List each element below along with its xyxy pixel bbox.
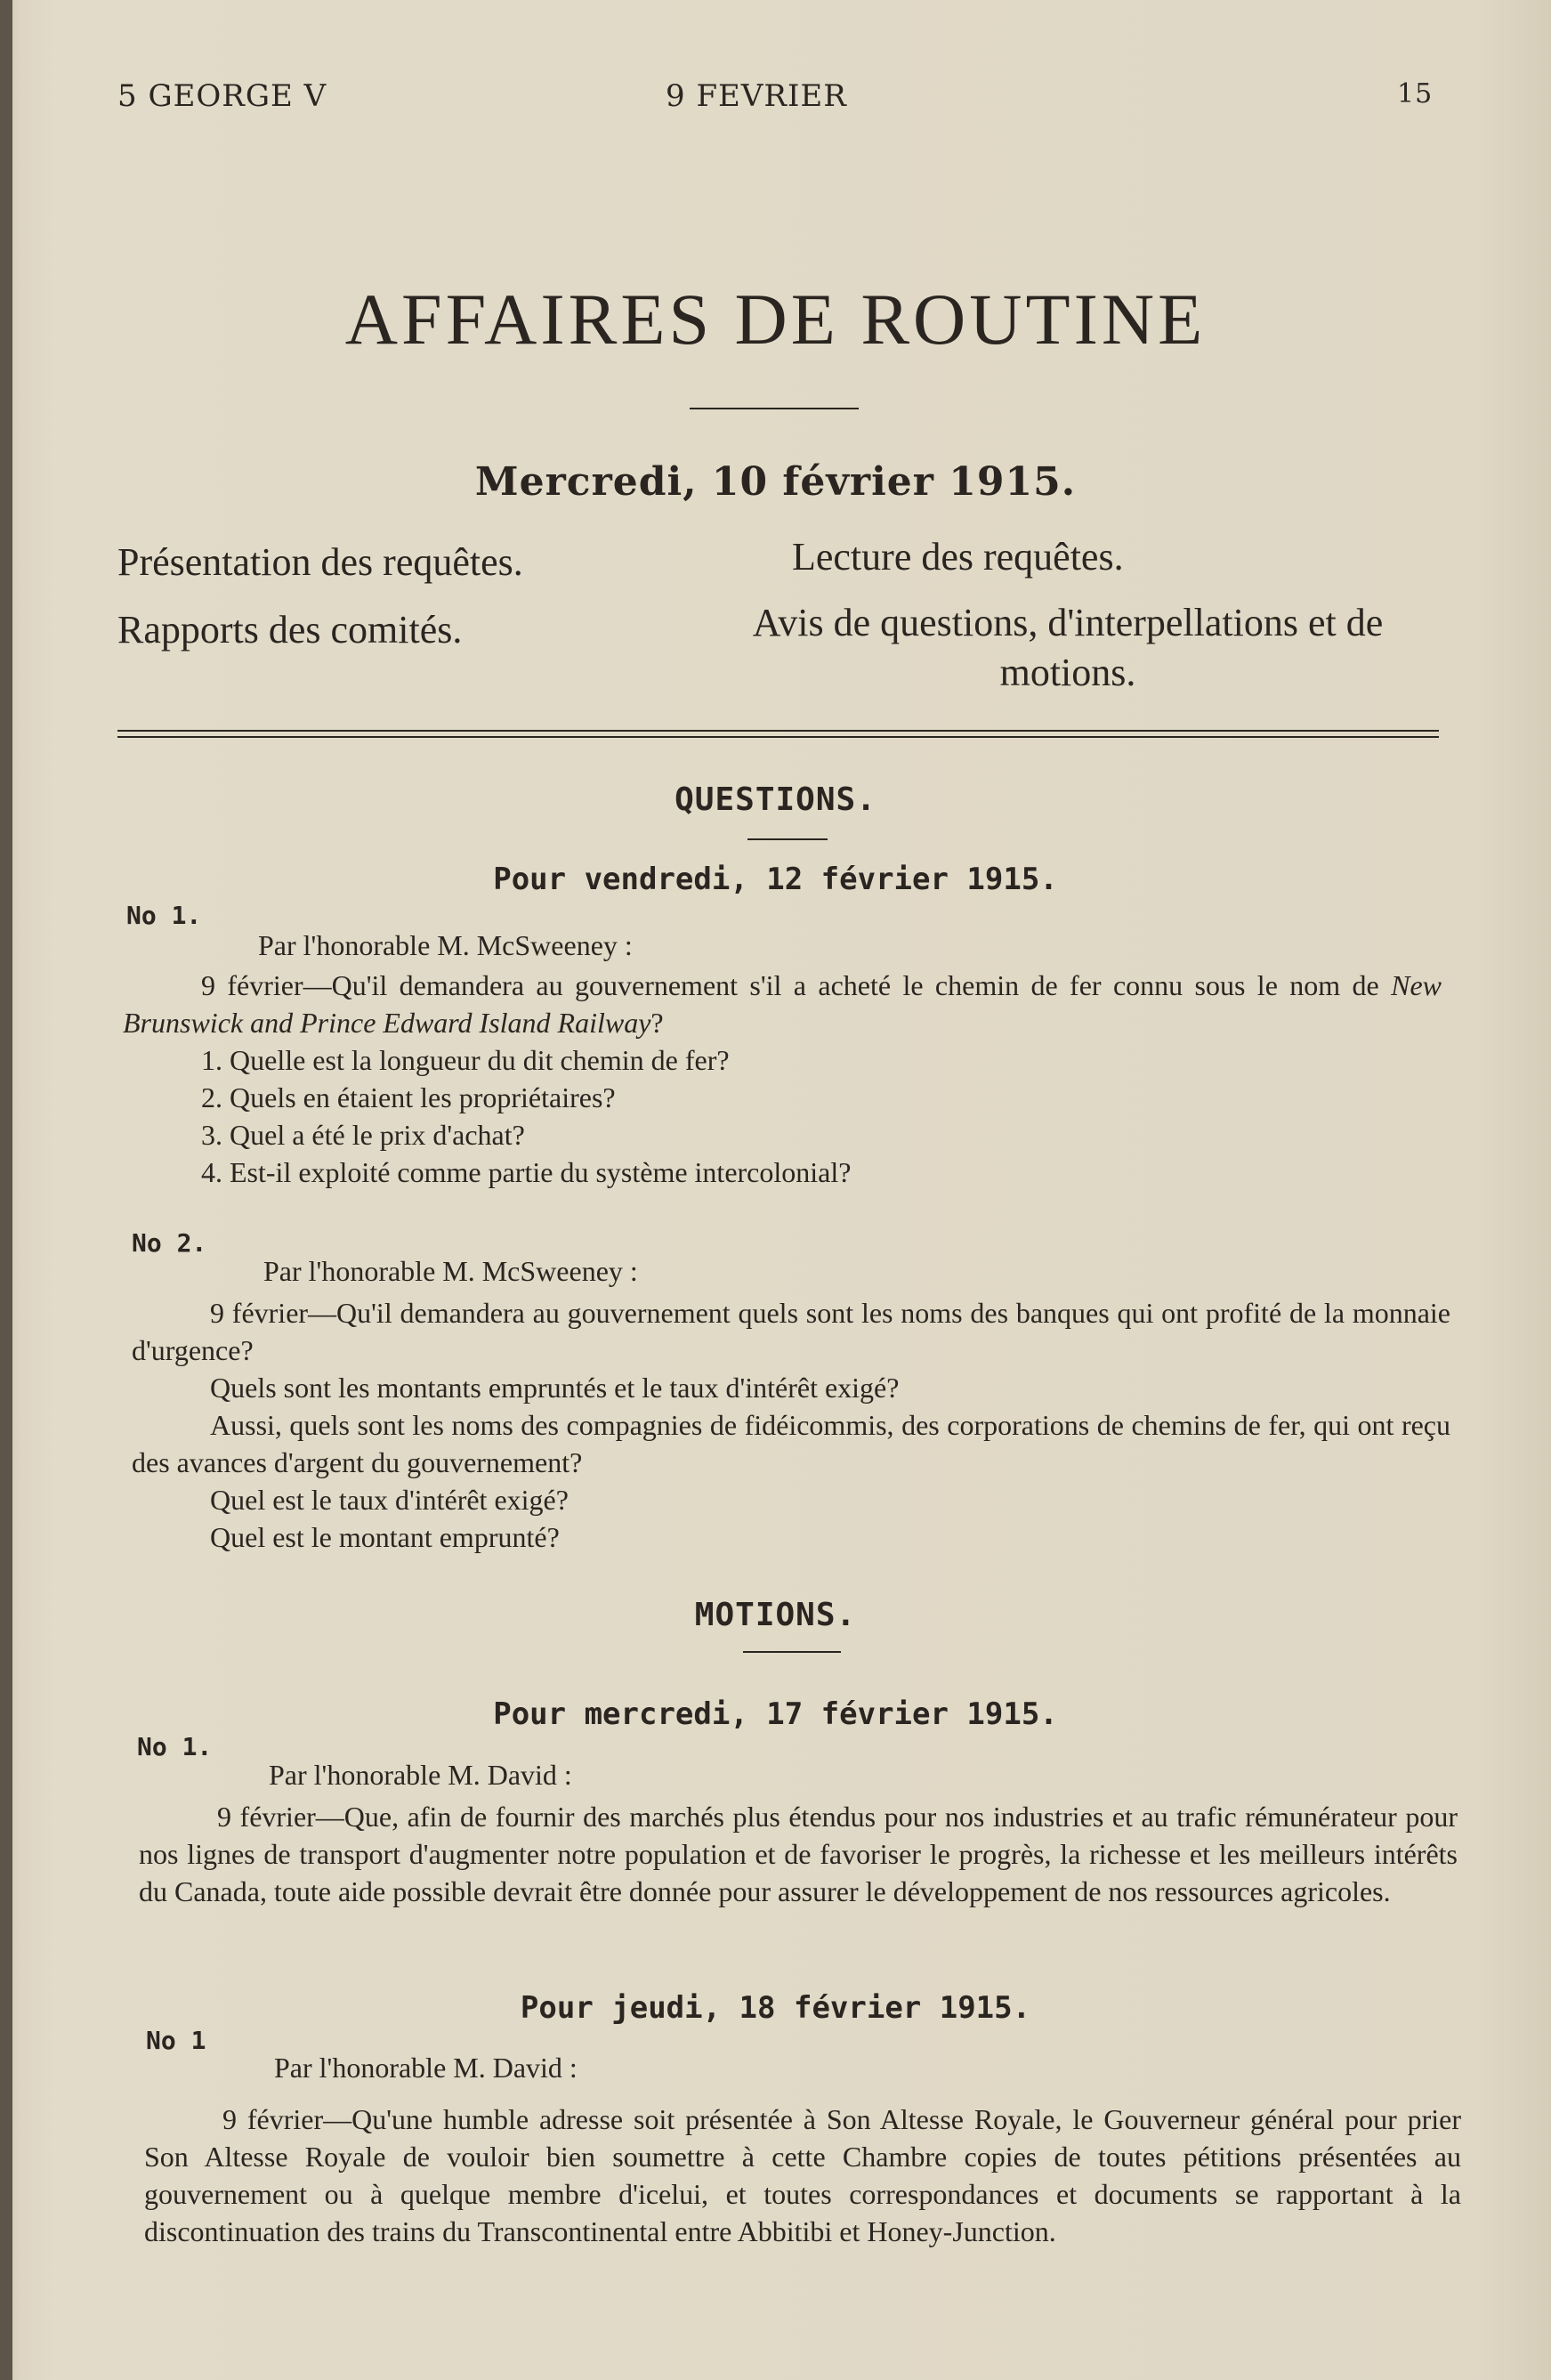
order-item-committee-reports: Rapports des comités. bbox=[117, 608, 463, 652]
question-line: 3. Quel a été le prix d'achat? bbox=[201, 1119, 525, 1151]
question-line: Aussi, quels sont les noms des compagnies de fidéicommis, des corporations de chemins de fer, qui ont reçu des avances d'argent du gouvernement? bbox=[132, 1409, 1450, 1478]
question-author: Par l'honorable M. McSweeney : bbox=[258, 929, 633, 961]
question-author: Par l'honorable M. McSweeney : bbox=[263, 1255, 638, 1287]
running-head-left: 5 GEORGE V bbox=[117, 78, 327, 114]
motion-text: 9 février—Que, afin de fournir des marchés plus étendus pour nos industries et au trafic rémunérateur pour nos lignes de transport d'augmenter notre population et de favoriser le progrès, la richesse et les meilleurs intérêts du Canada, toute aide possible devrait être donnée pour assurer le développement de nos ressources agricoles. bbox=[139, 1801, 1458, 1907]
motion-text: 9 février—Qu'une humble adresse soit présentée à Son Altesse Royale, le Gouverneur général pour prier Son Altesse Royale de vouloir bien soumettre à cette Chambre copies de toutes pétitions présentées au gouvernement ou à quelque membre d'icelui, et toutes correspondances et documents se rapportant à la discontinuation des trains du Transcontinental entre Abbitibi et Honey-Junction. bbox=[144, 2103, 1461, 2247]
running-head-center: 9 FEVRIER bbox=[666, 78, 847, 114]
question-number: No 2. bbox=[132, 1228, 207, 1258]
questions-subheading: Pour vendredi, 12 février 1915. bbox=[493, 862, 1058, 897]
questions-heading: QUESTIONS. bbox=[675, 781, 876, 818]
question-body bbox=[132, 1294, 1450, 1556]
question-line: Quels sont les montants empruntés et le taux d'intérêt exigé? bbox=[210, 1372, 900, 1404]
question-intro: 9 février—Qu'il demandera au gouvernement s'il a acheté le chemin de fer connu sous le nom de New Brunswick and Prince Edward Island Railway? bbox=[123, 969, 1442, 1039]
motions-subheading: Pour mercredi, 17 février 1915. bbox=[493, 1696, 1058, 1732]
motion-number: No 1. bbox=[137, 1732, 213, 1761]
question-line: Quel est le montant emprunté? bbox=[210, 1521, 560, 1553]
sitting-date: Mercredi, 10 février 1915. bbox=[474, 459, 1077, 505]
title-rule bbox=[690, 408, 859, 409]
motions-heading: MOTIONS. bbox=[694, 1597, 857, 1633]
question-line: 2. Quels en étaient les propriétaires? bbox=[201, 1081, 616, 1113]
page-title: AFFAIRES DE ROUTINE bbox=[344, 279, 1207, 360]
motions-rule bbox=[743, 1651, 841, 1653]
question-line: Quel est le taux d'intérêt exigé? bbox=[210, 1484, 569, 1516]
order-item-notices: Avis de questions, d'interpellations et de motions. bbox=[752, 601, 1384, 694]
railway-name: New Brunswick and Prince Edward Island Railway bbox=[123, 969, 1442, 1039]
question-line: 4. Est-il exploité comme partie du système intercolonial? bbox=[201, 1156, 852, 1188]
motion-body bbox=[139, 1798, 1458, 1910]
section-divider bbox=[117, 730, 1439, 738]
order-item-petitions-presentation: Présentation des requêtes. bbox=[117, 540, 523, 584]
motion-body bbox=[144, 2101, 1461, 2250]
order-item-petitions-reading: Lecture des requêtes. bbox=[792, 535, 1124, 579]
page-number: 15 bbox=[1397, 78, 1434, 109]
question-line: 1. Quelle est la longueur du dit chemin de fer? bbox=[201, 1044, 730, 1076]
question-number: No 1. bbox=[126, 901, 202, 930]
motion-author: Par l'honorable M. David : bbox=[269, 1759, 572, 1791]
motion-number: No 1 bbox=[146, 2026, 206, 2055]
question-body bbox=[123, 967, 1442, 1191]
question-intro: 9 février—Qu'il demandera au gouvernement quels sont les noms des banques qui ont profité de la monnaie d'urgence? bbox=[132, 1297, 1450, 1366]
motion-author: Par l'honorable M. David : bbox=[274, 2052, 578, 2084]
questions-rule bbox=[747, 838, 828, 840]
motions-subheading: Pour jeudi, 18 février 1915. bbox=[520, 1990, 1031, 2026]
